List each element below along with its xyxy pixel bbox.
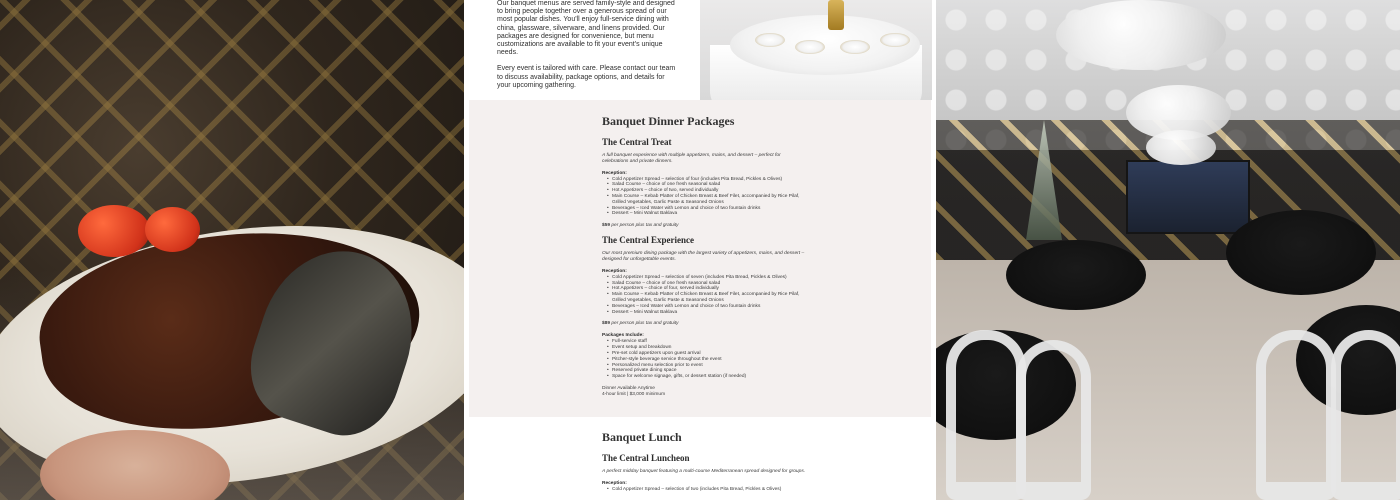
include-item: • Full-service staff — [612, 339, 807, 345]
reception-item: • Beverages – Iced Water with Lemon and choice of two fountain drinks — [612, 304, 807, 310]
include-item: • Pre-set cold appetizers upon guest arrival — [612, 351, 807, 357]
table-plate — [880, 33, 910, 47]
include-item: • Event setup and breakdown — [612, 345, 807, 351]
chandelier — [1146, 130, 1216, 165]
chandelier — [1056, 0, 1226, 70]
package-price — [602, 223, 807, 228]
package-title: The Central Experience — [602, 235, 694, 246]
grilled-tomato — [145, 207, 200, 252]
center-panel — [464, 0, 936, 500]
reception-item: • Salad Course – choice of one fresh seasonal salad — [612, 281, 807, 287]
reception-item: • Dessert – Mini Walnut Baklava — [612, 310, 807, 316]
include-item: • Personalized menu selection prior to event — [612, 363, 807, 369]
intro-paragraph-2: Every event is tailored with care. Please contact our team to discuss availability, package options, and details for your upcoming gathering. — [497, 65, 676, 89]
package-central-experience — [602, 235, 807, 326]
include-item: • Pitcher-style beverage service throughout the event — [612, 357, 807, 363]
lunch-menu-content — [602, 430, 807, 499]
dinner-menu — [469, 100, 931, 417]
reception-item: • Hot Appetizers – choice of two, served individually — [612, 188, 807, 194]
packages-include-label: Packages Include: — [602, 333, 644, 339]
packages-include — [602, 333, 807, 380]
packages-include-list — [602, 339, 807, 380]
table-plate — [755, 33, 785, 47]
reception-label: Reception: — [602, 170, 627, 176]
package-title: The Central Luncheon — [602, 453, 690, 463]
table-plate — [795, 40, 825, 54]
package-description: A full banquet experience with multiple appetizers, mains, and dessert – perfect for celebrations and private dinners. — [602, 153, 781, 164]
table-plate — [840, 40, 870, 54]
reception-list — [602, 177, 807, 218]
package-description: Our most premium dining package with the largest variety of appetizers, mains, and dessert – designed for unforgettable events. — [602, 251, 805, 262]
reception-item: • Dessert – Mini Walnut Baklava — [612, 211, 807, 217]
lunch-title: Banquet Lunch — [602, 430, 682, 444]
round-table — [1226, 210, 1376, 295]
reception-label: Reception: — [602, 268, 627, 274]
reception-item: • Hot Appetizers – choice of four, served individually — [612, 286, 807, 292]
price-note: per person plus tax and gratuity — [611, 223, 679, 229]
package-description: A perfect midday banquet featuring a multi-course Mediterranean spread designed for groups. — [602, 469, 806, 474]
grilled-tomato — [78, 205, 150, 257]
table-setting-photo — [700, 0, 932, 100]
reception-item: • Main Course – Kebab Platter of Chicken Breast & Beef Filet, accompanied by Rice Pilaf, Grilled Vegetables, Garlic Paste & Seasoned Onions — [612, 292, 807, 304]
package-title: The Central Treat — [602, 137, 672, 147]
package-central-treat — [602, 137, 807, 228]
reception-list — [602, 275, 807, 316]
chair — [1331, 330, 1400, 500]
lunch-menu — [469, 418, 931, 500]
include-item: • Space for welcome signage, gifts, or dessert station (if needed) — [612, 374, 807, 380]
reception-item: • Main Course – Kebab Platter of Chicken Breast & Beef Filet, accompanied by Rice Pilaf, Grilled Vegetables, Garlic Paste & Seasoned Onions — [612, 194, 807, 206]
food-photo — [0, 0, 464, 500]
reception-list — [602, 487, 807, 493]
intro-text — [497, 0, 679, 90]
centerpiece — [828, 0, 844, 30]
minimum: 4-hour limit | $3,000 minimum — [602, 391, 666, 397]
chair — [946, 330, 1026, 500]
window — [1126, 160, 1250, 234]
round-table — [1006, 240, 1146, 310]
reception-item: • Cold Appetizer Spread – selection of two (includes Pita Bread, Pickles & Olives) — [612, 487, 807, 493]
reception-item: • Cold Appetizer Spread – selection of seven (includes Pita Bread, Pickles & Olives) — [612, 275, 807, 281]
availability: Dinner Available Anytime — [602, 385, 655, 391]
reception-item: • Salad Course – choice of one fresh seasonal salad — [612, 182, 807, 188]
price-value: $89 — [602, 321, 611, 327]
reception-item: • Beverages – Iced Water with Lemon and choice of two fountain drinks — [612, 206, 807, 212]
dinner-title: Banquet Dinner Packages — [602, 114, 735, 128]
chair — [1016, 340, 1091, 500]
banquet-hall-photo — [936, 0, 1400, 500]
reception-item: • Cold Appetizer Spread – selection of four (includes Pita Bread, Pickles & Olives) — [612, 177, 807, 183]
price-value: $59 — [602, 223, 611, 229]
price-note: per person plus tax and gratuity — [611, 321, 679, 327]
include-item: • Reserved private dining space — [612, 368, 807, 374]
dinner-menu-content — [602, 114, 807, 398]
reception-label: Reception: — [602, 480, 627, 486]
package-price — [602, 321, 807, 326]
chair — [1256, 330, 1336, 500]
intro-paragraph-1: Our banquet menus are served family-style and designed to bring people together over a generous spread of our most popular dishes. You'll enjoy full-service dining with china, glassware, silverware, and linens provided. Our packages are designed for convenience, but menu customizations are available to fit your event's unique needs. — [497, 0, 675, 57]
